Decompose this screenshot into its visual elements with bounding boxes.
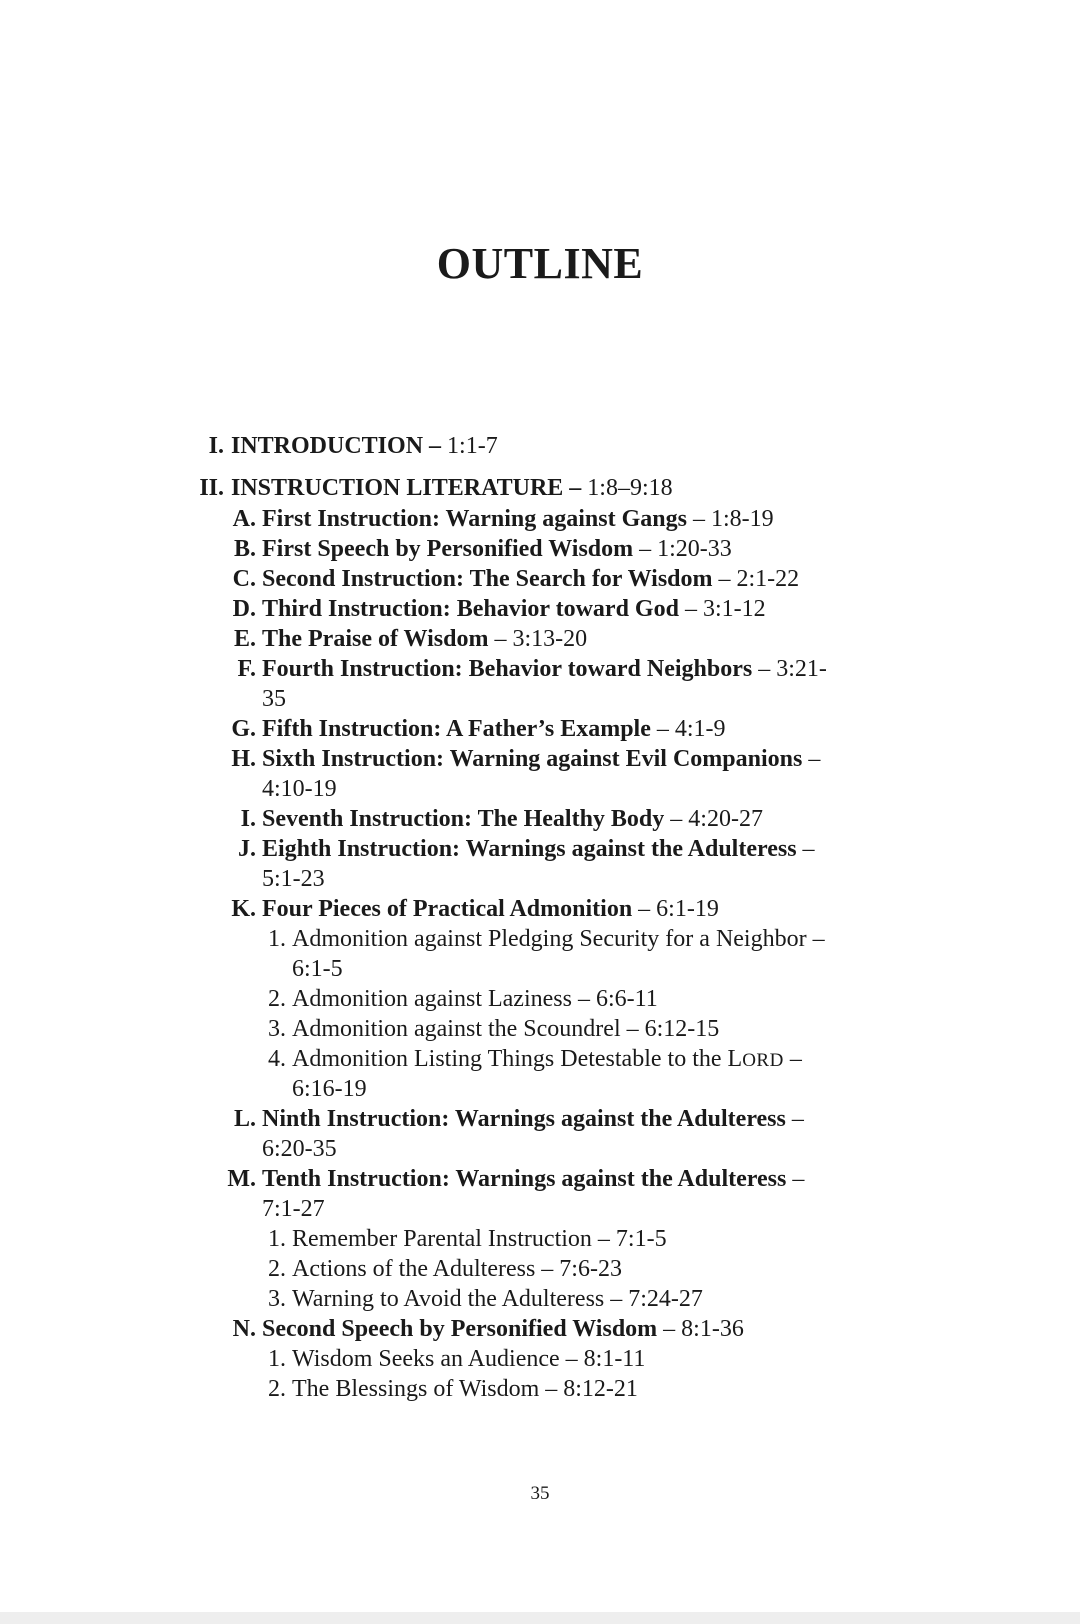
outline-entry-h-continuation: 4:10-19: [262, 776, 337, 802]
outline-entry-j: Eighth Instruction: Warnings against the Adulteress –: [262, 836, 815, 862]
outline-subentry-k3: Admonition against the Scoundrel – 6:12-15: [292, 1016, 720, 1042]
viewer-bottom-edge: [0, 1612, 1080, 1624]
outline-subentry-m2: Actions of the Adulteress – 7:6-23: [292, 1256, 622, 1282]
outline-subentry-m3: Warning to Avoid the Adulteress – 7:24-27: [292, 1286, 703, 1312]
outline-entry-a: First Instruction: Warning against Gangs – 1:8-19: [262, 506, 774, 532]
outline-entry-n: Second Speech by Personified Wisdom – 8:1-36: [262, 1316, 744, 1342]
outline-entry-c: Second Instruction: The Search for Wisdom – 2:1-22: [262, 566, 800, 592]
outline-entry-l: Ninth Instruction: Warnings against the Adulteress –: [262, 1106, 804, 1132]
outline-subentry-k1: Admonition against Pledging Security for a Neighbor –: [292, 926, 825, 952]
outline-subentry-k4-continuation: 6:16-19: [292, 1076, 367, 1102]
outline-entry-i: Seventh Instruction: The Healthy Body – 4:20-27: [262, 806, 763, 832]
outline-entry-1: INTRODUCTION – 1:1-7: [231, 433, 498, 459]
outline-entry-h: Sixth Instruction: Warning against Evil Companions –: [262, 746, 821, 772]
outline-entry-j-continuation: 5:1-23: [262, 866, 325, 892]
outline-entry-f: Fourth Instruction: Behavior toward Neighbors – 3:21-: [262, 656, 827, 682]
document-page: OUTLINE I. INTRODUCTION – 1:1-7 II. INSTRUCTION LITERATURE – 1:8–9:18 A. First Instruction: Warning against Gangs – 1:8-19 B. First Speech by Personified Wisdom – 1:20-33 C. Second Instruction: The Search for Wisdom – 2:1-22 D. Third Instruction: Behavior toward God – 3:1-12 E. The Praise of Wisdom – 3:13-20 F. Fourth Instruction: Behavior toward Neighbors – 3:21- 35 G. Fifth Instruction: A Father’s Example – 4:1-9 H. Sixth Instruction: Warning against Evil Companions – 4:10-19 I. Seventh Instruction: The Healthy Body – 4:20-27 J. Eighth Instruction: Warnings against the Adulteress – 5:1-23 K. Four Pieces of Practical Admonition – 6:1-19 1. Admonition against Pledging Security for a Neighbor – 6:1-5 2. Admonition against Laziness – 6:6-11 3. Admonition against the Scoundrel – 6:12-15 4. Admonition Listing Things Detestable to the LORD – 6:16-19 L. Ninth Instruction: Warnings against the Adulteress – 6:20-35 M. Tenth Instruction: Warnings against the Adulteress – 7:1-27 1. Remember Parental Instruction – 7:1-5 2. Actions of the Adulteress – 7:6-23 3. Warning to Avoid the Adulteress – 7:24-27 N. Second Speech by Personified Wisdom – 8:1-36 1. Wisdom Seeks an Audience – 8:1-11 2. The Blessings of Wisdom – 8:12-21 35: [0, 0, 1080, 1612]
outline-entry-2: INSTRUCTION LITERATURE – 1:8–9:18: [231, 475, 673, 501]
outline-entry-f-continuation: 35: [262, 686, 286, 712]
outline-subentry-k2: Admonition against Laziness – 6:6-11: [292, 986, 658, 1012]
outline-entry-m: Tenth Instruction: Warnings against the Adulteress –: [262, 1166, 805, 1192]
outline-entry-b: First Speech by Personified Wisdom – 1:20-33: [262, 536, 732, 562]
outline-entry-m-continuation: 7:1-27: [262, 1196, 325, 1222]
outline-entry-l-continuation: 6:20-35: [262, 1136, 337, 1162]
outline-entry-d: Third Instruction: Behavior toward God – 3:1-12: [262, 596, 766, 622]
page-title: OUTLINE: [436, 239, 644, 288]
outline-subentry-n2: The Blessings of Wisdom – 8:12-21: [292, 1376, 638, 1402]
outline-subentry-k4: Admonition Listing Things Detestable to the LORD –: [292, 1046, 802, 1072]
outline-subentry-k1-continuation: 6:1-5: [292, 956, 343, 982]
outline-subentry-m1: Remember Parental Instruction – 7:1-5: [292, 1226, 667, 1252]
outline-entry-g: Fifth Instruction: A Father’s Example – 4:1-9: [262, 716, 726, 742]
page-number: 35: [530, 1483, 550, 1504]
outline-entry-k: Four Pieces of Practical Admonition – 6:1-19: [262, 896, 719, 922]
outline-entry-e: The Praise of Wisdom – 3:13-20: [262, 626, 588, 652]
outline-subentry-n1: Wisdom Seeks an Audience – 8:1-11: [292, 1346, 646, 1372]
